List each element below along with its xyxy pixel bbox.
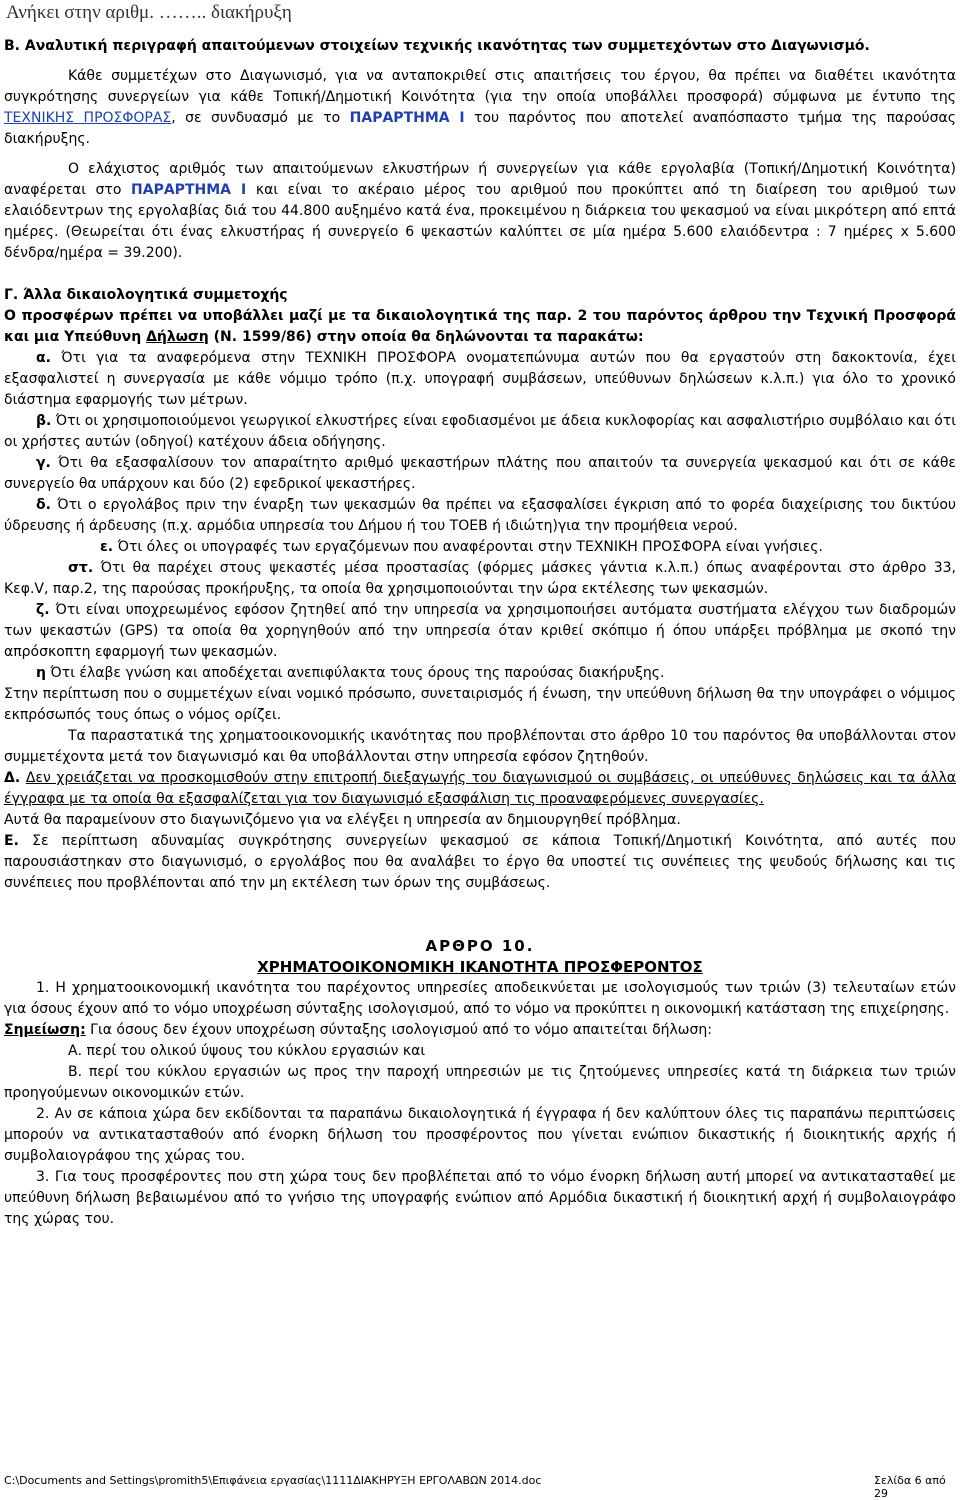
note-label: Σημείωση: <box>4 1022 86 1038</box>
article-note <box>4 1020 956 1041</box>
declaration-item-b <box>4 411 956 453</box>
text-run: (Ν. 1599/86) στην οποία θα δηλώνονται τα παρακάτω: <box>208 329 644 345</box>
technical-offer-link[interactable]: ΤΕΧΝΙΚΗΣ ΠΡΟΣΦΟΡΑΣ <box>4 110 172 126</box>
section-label: Δ. <box>4 770 21 786</box>
item-text: Ότι έλαβε γνώση και αποδέχεται ανεπιφύλακτα τους όρους της παρούσας διακήρυξης. <box>45 665 665 681</box>
item-label: β. <box>36 413 52 429</box>
declaration-item-e <box>4 537 956 558</box>
item-label: ε. <box>100 539 114 555</box>
article-paragraph-1: 1. Η χρηματοοικονομική ικανότητα του παρέχοντος υπηρεσίες αποδεικνύεται με ισολογισμούς των τριών (3) τελευταίων ετών για όσους έχουν από το νόμο υποχρέωση σύνταξης ισολογισμού, από το νόμο να προκύπτει η οικονομική κατάσταση της επιχείρησης. <box>4 980 956 1017</box>
note-text: Για όσους δεν έχουν υποχρέωση σύνταξης ισολογισμού από το νόμο απαιτείται δήλωση: <box>85 1022 712 1038</box>
article-note-b: Β. περί του κύκλου εργασιών ως προς την παροχή υπηρεσιών με τις ζητούμενες υπηρεσίες κατά τη διάρκεια των τριών προηγούμενων οικονομικών ετών. <box>4 1064 956 1101</box>
item-label: στ. <box>68 560 94 576</box>
item-label: η <box>36 665 46 681</box>
declaration-item-g <box>4 600 956 663</box>
legal-entity-paragraph: Στην περίπτωση που ο συμμετέχων είναι νομικό πρόσωπο, συνεταιρισμός ή ένωση, την υπεύθυνη δήλωση θα την υπογράφει ο νόμιμος εκπρόσωπός τους όπως ο νόμος ορίζει. <box>4 686 956 723</box>
declaration-item-d <box>4 495 956 537</box>
page-footer <box>4 1474 956 1500</box>
section-e-paragraph <box>4 831 956 894</box>
section-text: Σε περίπτωση αδυναμίας συγκρότησης συνεργείων ψεκασμού σε κάποια Τοπική/Δημοτική Κοινότητα, από αυτές που παρουσιάστηκαν στο διαγωνισμό, ο εργολάβος που θα αναλάβει το έργο θα υποστεί τις συνέπειες της ψευδούς δήλωσης και τις συνέπειες που προβλέπονται από την μη εκτέλεση των όρων της συμβάσεως. <box>4 833 956 891</box>
article-note-a: Α. περί του ολικού ύψους του κύκλου εργασιών και <box>68 1043 426 1059</box>
text-run: του παρόντος που αποτελεί αναπόσπαστο τμήμα της παρούσας διακήρυξης. <box>4 110 956 147</box>
declaration-item-h <box>4 663 956 684</box>
declaration-item-c <box>4 453 956 495</box>
item-label: δ. <box>36 497 51 513</box>
item-text: Ότι θα εξασφαλίσουν τον απαραίτητο αριθμό ψεκαστήρων πλάτης που απαιτούν τα συνεργεία ψεκασμού και ότι σε κάθε συνεργείο θα υπάρχουν και δύο (2) εφεδρικοί ψεκαστήρες. <box>4 455 956 492</box>
declaration-item-a <box>4 348 956 411</box>
footer-file-path: C:\Documents and Settings\promith5\Επιφάνεια εργασίας\1111ΔΙΑΚΗΡΥΞΗ ΕΡΓΟΛΑΒΩΝ 2014.doc <box>4 1474 542 1487</box>
section-text: Δεν χρειάζεται να προσκομισθούν στην επιτροπή διεξαγωγής του διαγωνισμού οι συμβάσεις, οι υπεύθυνες δηλώσεις και τα άλλα έγγραφα με τα οποία θα εξασφαλίζεται για τον διαγωνισμό εξασφάλιση τις προαναφερόμενες συνεργασίες. <box>4 770 957 807</box>
article-number: ΑΡΘΡΟ 10. <box>425 937 535 955</box>
declaration-item-f <box>4 558 956 600</box>
article-paragraph-2: 2. Αν σε κάποια χώρα δεν εκδίδονται τα παραπάνω δικαιολογητικά ή έγγραφα ή δεν καλύπτουν όλες τις παραπάνω περιπτώσεις μπορούν να αντικατασταθούν από ένορκη δήλωση του προσφέροντος που γίνεται ενώπιον δικαστικής ή διοικητικής αρχής ή συμβολαιογράφου της χώρας του. <box>4 1106 956 1164</box>
item-label: γ. <box>36 455 51 471</box>
section-d-paragraph <box>4 768 956 810</box>
footer-page-number: Σελίδα 6 από 29 <box>874 1474 946 1500</box>
item-text: Ότι ο εργολάβος πριν την έναρξη των ψεκασμών θα πρέπει να εξασφαλίσει έγκριση από το φορέα διαχείρισης του δικτύου ύδρευσης ή άρδευσης (π.χ. αρμόδια υπηρεσία του Δήμου ή του ΤΟΕΒ ή ιδιώτη)για την προμήθεια νερού. <box>4 497 956 534</box>
item-text: Ότι όλες οι υπογραφές των εργαζόμενων που αναφέρονται στην ΤΕΧΝΙΚΗ ΠΡΟΣΦΟΡΑ είναι γνήσιες. <box>113 539 823 555</box>
text-run: Κάθε συμμετέχων στο Διαγωνισμό, για να ανταποκριθεί στις απαιτήσεις του έργου, θα πρέπει να διαθέτει ικανότητα συγκρότησης συνεργείων για κάθε Τοπική/Δημοτική Κοινότητα (για την οποία υποβάλλει προσφορά) σύμφωνα με έντυπο της <box>4 68 956 105</box>
article-title: ΧΡΗΜΑΤΟΟΙΚΟΝΟΜΙΚΗ ΙΚΑΝΟΤΗΤΑ ΠΡΟΣΦΕΡΟΝΤΟΣ <box>257 958 703 976</box>
item-text: Ότι θα παρέχει στους ψεκαστές μέσα προστασίας (φόρμες μάσκες γάντια κ.λ.π.) όπως αναφέρονται στο άρθρο 33, Κεφ.V, παρ.2, της παρούσας προκήρυξης, τα οποία θα χρησιμοποιούνται την ώρα εκτέλεσης των ψεκασμών. <box>4 560 956 597</box>
text-run: και είναι το ακέραιο μέρος του αριθμού που προκύπτει από τη διαίρεση του αριθμού των ελαιόδεντρων της εργολαβίας διά του 44.800 αυξημένο κατά ένα, προκειμένου η διάρκεια του ψεκασμού να είναι μικρότερη από επτά ημέρες. (Θεωρείται ότι ένας ελκυστήρας ή συνεργείο 6 ψεκαστών καλύπτει σε μία ημέρα 5.600 ελαιόδεντρα : 7 ημέρες x 5.600 δένδρα/ημέρα = 39.200). <box>4 182 956 261</box>
text-run: Ο ελάχιστος αριθμός των απαιτούμενων ελκυστήρων ή συνεργείων για κάθε εργολαβία (Τοπική/Δημοτική Κοινότητα) αναφέρεται στο <box>4 161 956 198</box>
text-run: , σε συνδυασμό με το <box>171 110 350 126</box>
item-label: α. <box>36 350 51 366</box>
text-run: Δήλωση <box>146 329 209 345</box>
section-b-heading: Β. Αναλυτική περιγραφή απαιτούμενων στοιχείων τεχνικής ικανότητας των συμμετεχόντων στο Διαγωνισμό. <box>4 38 870 54</box>
section-label: Ε. <box>4 833 19 849</box>
section-b-paragraph-2 <box>4 159 956 264</box>
document-body <box>4 36 956 1230</box>
section-c-heading: Γ. Άλλα δικαιολογητικά συμμετοχής <box>4 287 288 303</box>
section-b-paragraph-1 <box>4 66 956 150</box>
annex-reference: ΠΑΡΑΡΤΗΜΑ Ι <box>349 110 465 126</box>
text-run: Ο προσφέρων πρέπει να υποβάλλει μαζί με τα δικαιολογητικά της παρ. 2 του παρόντος άρθρου την Τεχνική Προσφορά και μια Υπεύθυνη <box>4 308 956 345</box>
item-text: Ότι είναι υποχρεωμένος εφόσον ζητηθεί από την υπηρεσία να χρησιμοποιήσει αυτόματα συστήματα ελέγχου των διαδρομών των ψεκαστών (GPS) τα οποία θα χορηγηθούν από την υπηρεσία όταν κριθεί σκόπιμο ή όπου υπάρξει πρόβλημα με σκοπό την απρόσκοπτη εφαρμογή των ψεκασμών. <box>4 602 956 660</box>
item-label: ζ. <box>36 602 50 618</box>
annex-reference: ΠΑΡΑΡΤΗΜΑ Ι <box>131 182 247 198</box>
section-c-intro <box>4 306 956 348</box>
item-text: Ότι για τα αναφερόμενα στην ΤΕΧΝΙΚΗ ΠΡΟΣΦΟΡΑ ονοματεπώνυμα αυτών που θα εργαστούν στη δακοκτονία, έχει εξασφαλιστεί η συνεργασία με κάθε νόμιμο τρόπο (π.χ. υπογραφή συμβάσεων, υπεύθυνων δηλώσεων κ.λ.π.) για όλο το χρονικό διάστημα εφαρμογής των μέτρων. <box>4 350 956 408</box>
section-d-note: Αυτά θα παραμείνουν στο διαγωνιζόμενο για να ελέγξει η υπηρεσία αν δημιουργηθεί πρόβλημα. <box>4 812 681 828</box>
article-paragraph-3: 3. Για τους προσφέροντες που στη χώρα τους δεν προβλέπεται από το νόμο ένορκη δήλωση αυτή μπορεί να αντικατασταθεί με υπεύθυνη δήλωση βεβαιωμένου από το γνήσιο της υπογραφής ενώπιον από Αρμόδια δικαστική ή διοικητική αρχή ή συμβολαιογράφο της χώρας του. <box>4 1169 956 1227</box>
item-text: Ότι οι χρησιμοποιούμενοι γεωργικοί ελκυστήρες είναι εφοδιασμένοι με άδεια κυκλοφορίας και ασφαλιστήριο συμβόλαιο και ότι οι χρήστες αυτών (οδηγοί) κατέχουν άδεια οδήγησης. <box>4 413 956 450</box>
financial-docs-paragraph: Τα παραστατικά της χρηματοοικονομικής ικανότητας που προβλέπονται στο άρθρο 10 του παρόντος θα υποβάλλονται στον συμμετέχοντα μετά τον διαγωνισμό και θα υποβάλλονται στην υπηρεσία εφόσον ζητηθούν. <box>4 728 956 765</box>
page-header: Ανήκει στην αριθμ. …….. διακήρυξη <box>6 2 292 23</box>
